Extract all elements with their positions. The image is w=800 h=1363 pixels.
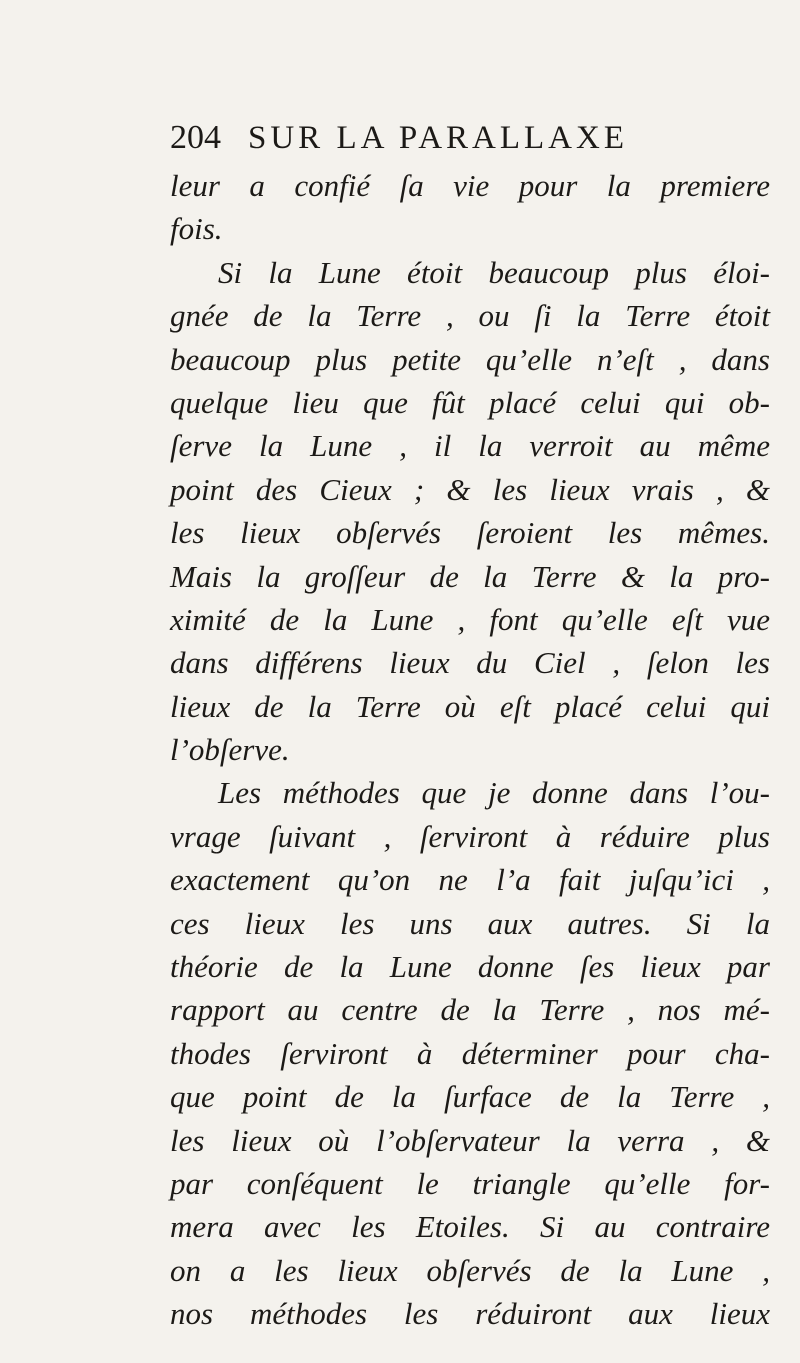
- text-line: fois.: [170, 211, 223, 247]
- text-line: l’obſerve.: [170, 732, 290, 768]
- text-line: Les méthodes que je donne dans l’ou-: [218, 775, 770, 811]
- page-header: [170, 118, 770, 162]
- text-line: mera avec les Etoiles. Si au contraire: [170, 1209, 770, 1245]
- text-line: Mais la groſſeur de la Terre & la pro-: [170, 558, 770, 594]
- text-line: on a les lieux obſervés de la Lune ,: [170, 1252, 770, 1288]
- text-line: point des Cieux ; & les lieux vrais , &: [170, 471, 770, 507]
- text-line: exactement qu’on ne l’a fait juſqu’ici ,: [170, 862, 770, 898]
- text-line: lieux de la Terre où eſt placé celui qui: [170, 688, 770, 724]
- text-line: que point de la ſurface de la Terre ,: [170, 1079, 770, 1115]
- text-line: gnée de la Terre , ou ſi la Terre étoit: [170, 298, 770, 334]
- page-number: 204: [170, 119, 221, 156]
- text-line: par conſéquent le triangle qu’elle for-: [170, 1165, 770, 1201]
- text-line: ximité de la Lune , font qu’elle eſt vue: [170, 601, 770, 637]
- text-line: Si la Lune étoit beaucoup plus éloi-: [218, 254, 770, 290]
- text-line: leur a confié ſa vie pour la premiere: [170, 168, 770, 203]
- text-line: thodes ſerviront à déterminer pour cha-: [170, 1035, 770, 1071]
- text-line: rapport au centre de la Terre , nos mé-: [170, 992, 770, 1028]
- running-title: SUR LA PARALLAXE: [248, 120, 628, 156]
- text-line: nos méthodes les réduiront aux lieux: [170, 1296, 770, 1332]
- text-line: dans différens lieux du Ciel , ſelon les: [170, 645, 770, 681]
- text-line: quelque lieu que fût placé celui qui ob-: [170, 384, 770, 420]
- text-line: vrage ſuivant , ſerviront à réduire plus: [170, 818, 770, 854]
- text-line: ſerve la Lune , il la verroit au même: [170, 428, 770, 464]
- text-line: théorie de la Lune donne ſes lieux par: [170, 949, 770, 985]
- text-line: beaucoup plus petite qu’elle n’eſt , dans: [170, 341, 770, 377]
- text-line: les lieux obſervés ſeroient les mêmes.: [170, 515, 770, 551]
- text-line: les lieux où l’obſervateur la verra , &: [170, 1122, 770, 1158]
- text-line: ces lieux les uns aux autres. Si la: [170, 905, 770, 941]
- body-text: [170, 164, 770, 1336]
